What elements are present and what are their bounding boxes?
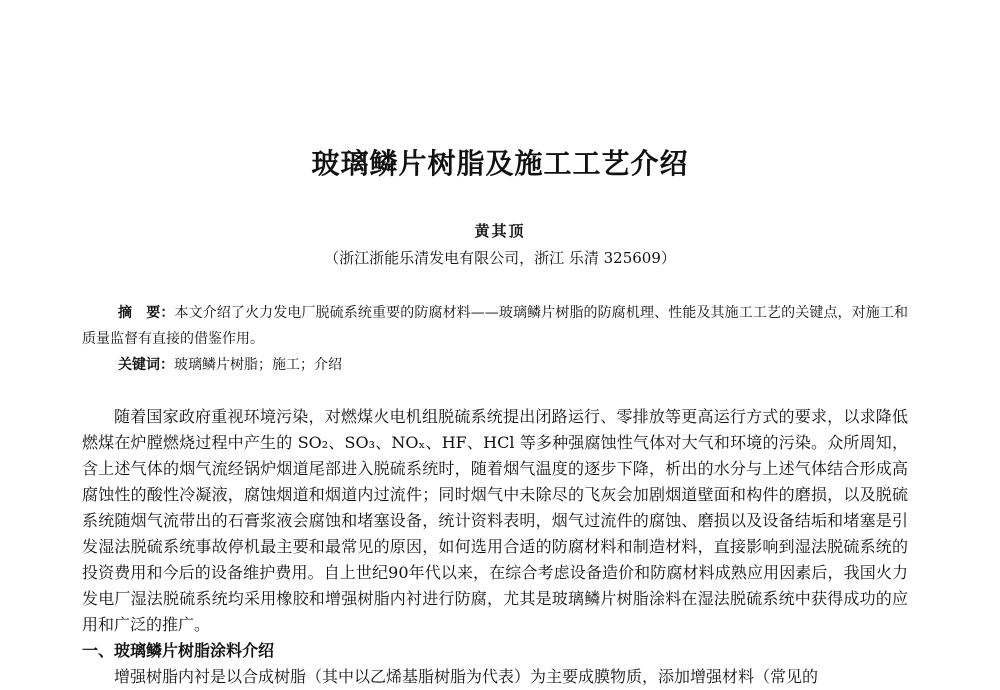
body-text [82, 404, 908, 690]
paper-title: 玻璃鳞片树脂及施工工艺介绍 [311, 147, 689, 180]
keywords-text: 玻璃鳞片树脂；施工；介绍 [174, 357, 342, 373]
author-name: 黄其顶 [474, 222, 526, 240]
keywords-label: 关键词： [118, 357, 174, 373]
abstract-text: 本文介绍了火力发电厂脱硫系统重要的防腐材料——玻璃鳞片树脂的防腐机理、性能及其施工工艺的关键点，对施工和质量监督有直接的借鉴作用。 [82, 305, 909, 347]
abstract-block [82, 300, 908, 378]
author-affiliation: （浙江浙能乐清发电有限公司，浙江 乐清 325609） [324, 249, 676, 267]
abstract-paragraph [82, 300, 908, 352]
section-heading: 一、玻璃鳞片树脂涂料介绍 [82, 641, 275, 660]
abstract-label: 摘 要： [118, 305, 175, 321]
keywords-paragraph [82, 352, 908, 378]
intro-paragraph: 随着国家政府重视环境污染，对燃煤火电机组脱硫系统提出闭路运行、零排放等更高运行方式的要求，以求降低燃煤在炉膛燃烧过程中产生的 SO₂、SO₃、NOₓ、HF、HCl 等多种强腐蚀性气体对大气和环境的污染。众所周知，含上述气体的烟气流经锅炉烟道尾部进入脱硫系统时，随着烟气温度的逐步下降，析出的水分与上述气体结合形成高腐蚀性的酸性冷凝液，腐蚀烟道和烟道内过流件；同时烟气中未除尽的飞灰会加剧烟道壁面和构件的磨损，以及脱硫系统随烟气流带出的石膏浆液会腐蚀和堵塞设备，统计资料表明，烟气过流件的腐蚀、磨损以及设备结垢和堵塞是引发湿法脱硫系统事故停机最主要和最常见的原因，如何选用合适的防腐材料和制造材料，直接影响到湿法脱硫系统的投资费用和今后的设备维护费用。自上世纪90年代以来，在综合考虑设备造价和防腐材料成熟应用因素后，我国火力发电厂湿法脱硫系统均采用橡胶和增强树脂内衬进行防腐，尤其是玻璃鳞片树脂涂料在湿法脱硫系统中获得成功的应用和广泛的推广。 [82, 407, 908, 634]
section-paragraph: 增强树脂内衬是以合成树脂（其中以乙烯基脂树脂为代表）为主要成膜物质，添加增强材料（常见的 [114, 667, 819, 686]
